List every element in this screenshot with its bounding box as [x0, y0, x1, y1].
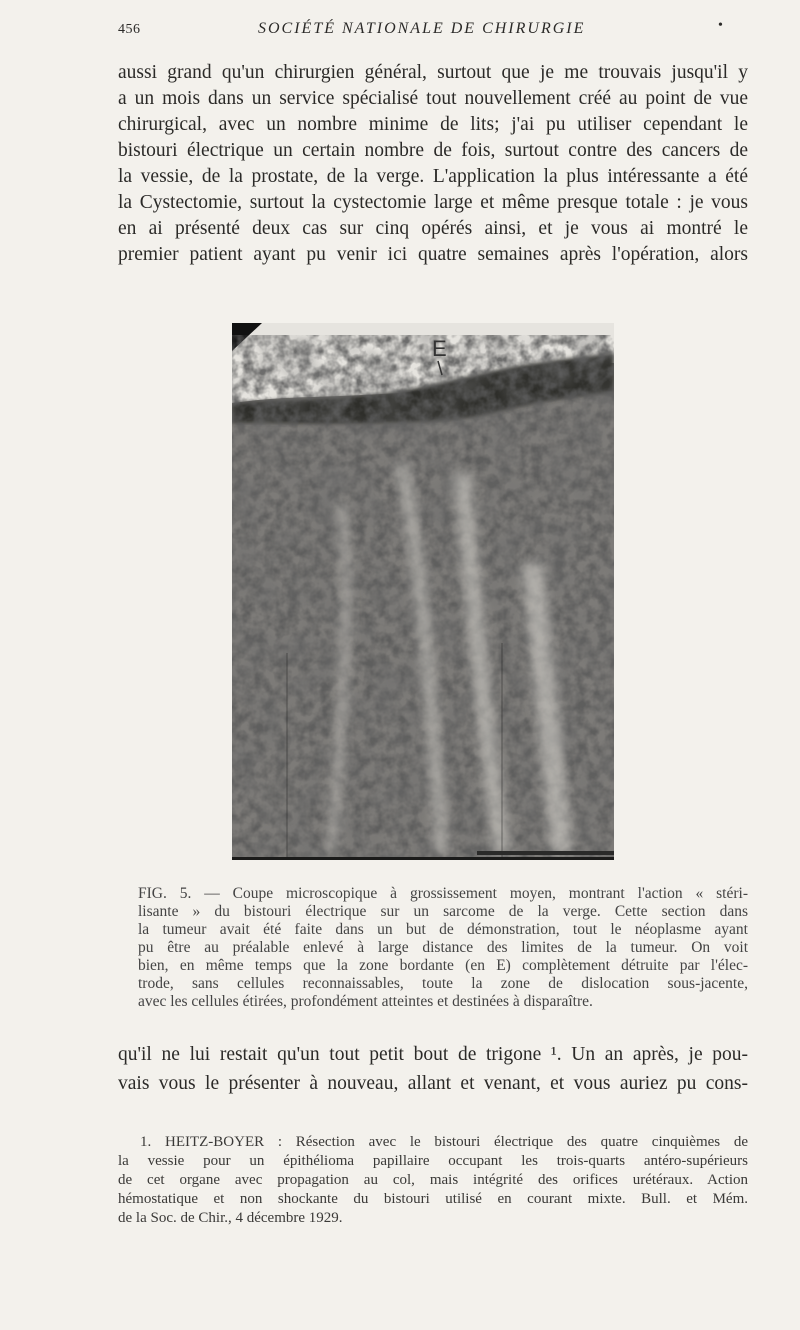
footnote — [118, 1133, 748, 1228]
text-line: chirurgical, avec un nombre minime de lits; j'ai pu utiliser cependant le — [118, 114, 748, 135]
footnote-line: 1. HEITZ-BOYER : Résection avec le bistouri électrique des quatre cinquièmes de — [140, 1134, 748, 1150]
caption-line: lisante » du bistouri électrique sur un sarcome de la verge. Cette section dans — [138, 903, 748, 920]
caption-line: la tumeur avait été faite dans un but de démonstration, tout le néoplasme ayant — [138, 921, 748, 938]
caption-line: pu être au préalable enlevé à large distance des limites de la tumeur. On voit — [138, 939, 748, 956]
text-line: aussi grand qu'un chirurgien général, surtout que je me trouvais jusqu'il y — [118, 62, 748, 83]
body-paragraph-top — [118, 60, 748, 268]
micrograph-image — [232, 323, 614, 860]
caption-line: avec les cellules étirées, profondément atteintes et destinées à disparaître. — [138, 993, 593, 1010]
text-line: en ai présenté deux cas sur cinq opérés ainsi, et je vous ai montré le — [118, 218, 748, 239]
body-paragraph-bottom — [118, 1040, 748, 1098]
footnote-line: de cet organe avec propagation au col, mais intégrité des orifices urétéraux. Action — [118, 1172, 748, 1188]
footnote-line: hémostatique et non shockante du bistouri utilisé en courant mixte. Bull. et Mém. — [118, 1191, 748, 1207]
text-line: la vessie, de la prostate, de la verge. L'application la plus intéressante a été — [118, 166, 748, 187]
text-line: bistouri électrique un certain nombre de fois, surtout contre des cancers de — [118, 140, 748, 161]
figure-marker-e: E — [432, 336, 447, 361]
page-header — [118, 18, 748, 46]
header-mark: • — [718, 18, 724, 33]
caption-line: bien, en même temps que la zone bordante (en E) complètement détruite par l'élec- — [138, 957, 748, 974]
text-line: la Cystectomie, surtout la cystectomie large et même presque totale : je vous — [118, 192, 748, 213]
text-line: a un mois dans un service spécialisé tout nouvellement créé au point de vue — [118, 88, 748, 109]
running-head: SOCIÉTÉ NATIONALE DE CHIRURGIE — [258, 20, 586, 37]
text-line: qu'il ne lui restait qu'un tout petit bout de trigone ¹. Un an après, je pou- — [118, 1044, 748, 1065]
caption-line: FIG. 5. — Coupe microscopique à grossissement moyen, montrant l'action « stéri- — [138, 885, 748, 902]
page-number: 456 — [118, 22, 141, 37]
text-line: vais vous le présenter à nouveau, allant et venant, et vous auriez pu cons- — [118, 1073, 748, 1094]
footnote-line: de la Soc. de Chir., 4 décembre 1929. — [118, 1210, 343, 1226]
caption-line: trode, sans cellules reconnaissables, toute la zone de dislocation sous-jacente, — [138, 975, 748, 992]
text-line: premier patient ayant pu venir ici quatre semaines après l'opération, alors — [118, 244, 748, 265]
micrograph-figure — [232, 323, 614, 860]
figure-caption — [118, 885, 748, 1011]
footnote-line: la vessie pour un épithélioma papillaire occupant les trois-quarts antéro-supérieurs — [118, 1153, 748, 1169]
